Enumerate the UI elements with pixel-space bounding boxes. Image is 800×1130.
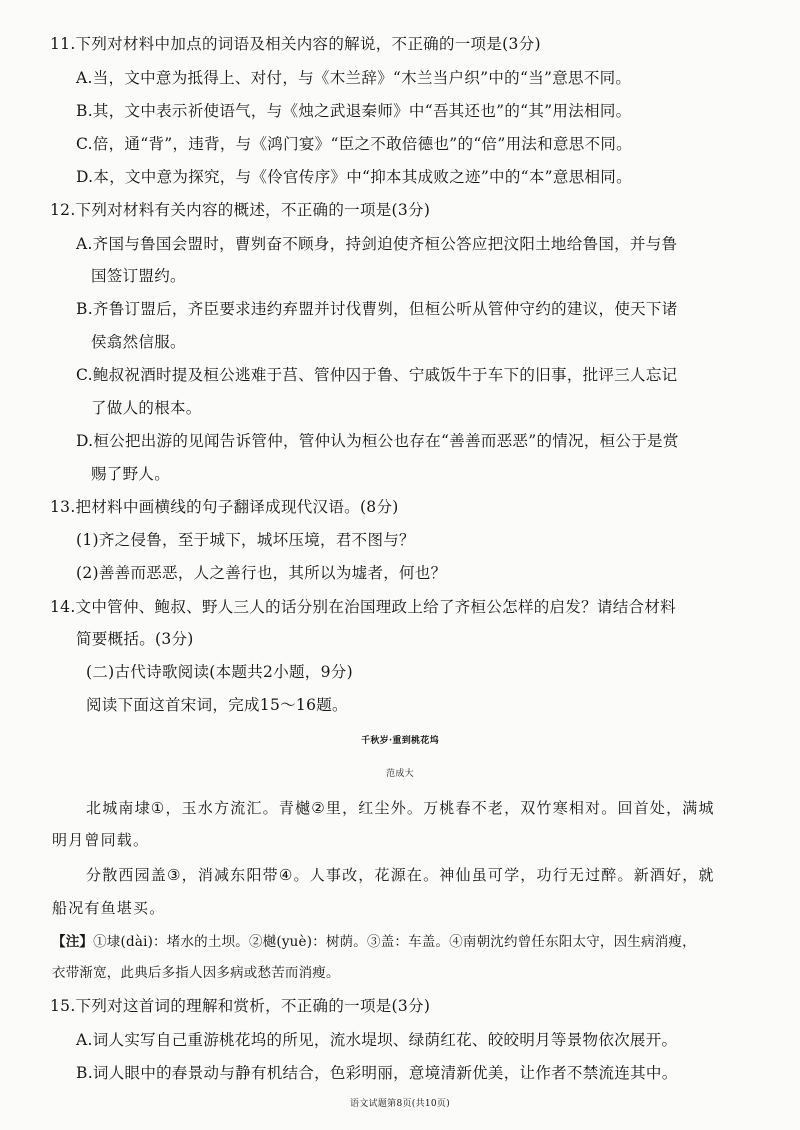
q11-option-c: C.倍，通“背”，违背，与《鸿门宴》“臣之不敢倍德也”的“倍”用法和意思不同。: [76, 135, 632, 153]
section-intro: 阅读下面这首宋词，完成15～16题。: [86, 696, 348, 714]
poem-author: 范成大: [386, 769, 414, 779]
q14-stem-line2: 简要概括。(3分): [76, 630, 194, 648]
q12-option-d-line1: D.桓公把出游的见闻告诉管仲，管仲认为桓公也存在“善善而恶恶”的情况，桓公于是赏: [76, 432, 679, 450]
q13-sentence-1: (1)齐之侵鲁，至于城下，城坏压境，君不图与？: [76, 531, 415, 549]
q12-option-b-line2: 侯翕然信服。: [91, 333, 186, 351]
note-label: 【注】: [52, 934, 94, 950]
poem-stanza2-line2: 船况有鱼堪买。: [52, 899, 166, 917]
q11-option-a: A.当，文中意为抵得上、对付，与《木兰辞》“木兰当户织”中的“当”意思不同。: [76, 69, 632, 87]
q11-option-b: B.其，文中表示祈使语气，与《烛之武退秦师》中“吾其还也”的“其”用法相同。: [76, 102, 632, 120]
note-line1: [52, 931, 696, 953]
q15-stem: 15.下列对这首词的理解和赏析，不正确的一项是(3分): [50, 997, 431, 1015]
note-text-1: ①埭(dài)：堵水的土坝。②樾(yuè)：树荫。③盖：车盖。④南朝沈约曾任东阳太守，因生病消瘦，: [93, 934, 696, 950]
q13-stem: 13.把材料中画横线的句子翻译成现代汉语。(8分): [50, 498, 399, 516]
q15-option-b: B.词人眼中的春景动与静有机结合，色彩明丽，意境清新优美，让作者不禁流连其中。: [76, 1064, 678, 1082]
q13-sentence-2: (2)善善而恶恶，人之善行也，其所以为墟者，何也？: [76, 564, 447, 582]
q15-option-a: A.词人实写自己重游桃花坞的所见，流水堤坝、绿荫红花、皎皎明月等景物依次展开。: [76, 1031, 678, 1049]
poem-title: 千秋岁·重到桃花坞: [361, 736, 439, 746]
q11-stem: 11.下列对材料中加点的词语及相关内容的解说，不正确的一项是(3分): [50, 35, 541, 53]
poem-stanza1-line2: 明月曾同载。: [52, 831, 150, 849]
q12-stem: 12.下列对材料有关内容的概述，不正确的一项是(3分): [50, 201, 431, 219]
page-footer: 语文试题第8页(共10页): [349, 1099, 451, 1109]
q12-option-d-line2: 赐了野人。: [91, 465, 171, 483]
poem-stanza1-line1: 北城南埭①，玉水方流汇。青樾②里，红尘外。万桃春不老，双竹寒相对。回首处，满城: [86, 799, 715, 817]
q12-option-c-line1: C.鲍叔祝酒时提及桓公逃难于莒、管仲囚于鲁、宁戚饭牛于车下的旧事，批评三人忘记: [76, 366, 678, 384]
note-line2: 衣带渐宽，此典后多指人因多病或愁苦而消瘦。: [52, 965, 340, 981]
q14-stem-line1: 14.文中管仲、鲍叔、野人三人的话分别在治国理政上给了齐桓公怎样的启发？请结合材料: [50, 598, 676, 616]
section-heading: (二)古代诗歌阅读(本题共2小题，9分): [86, 663, 353, 681]
q12-option-a-line2: 国签订盟约。: [91, 267, 186, 285]
q12-option-c-line2: 了做人的根本。: [91, 399, 202, 417]
q12-option-a-line1: A.齐国与鲁国会盟时，曹刿奋不顾身，持剑迫使齐桓公答应把汶阳土地给鲁国，并与鲁: [76, 235, 678, 253]
poem-stanza2-line1: 分散西园盖③，消减东阳带④。人事改，花源在。神仙虽可学，功行无过醉。新酒好，就: [86, 866, 715, 884]
q11-option-d: D.本，文中意为探究，与《伶官传序》中“抑本其成败之迹”中的“本”意思相同。: [76, 168, 632, 186]
q12-option-b-line1: B.齐鲁订盟后，齐臣要求违约弃盟并讨伐曹刿，但桓公听从管仲守约的建议，使天下诸: [76, 300, 678, 318]
